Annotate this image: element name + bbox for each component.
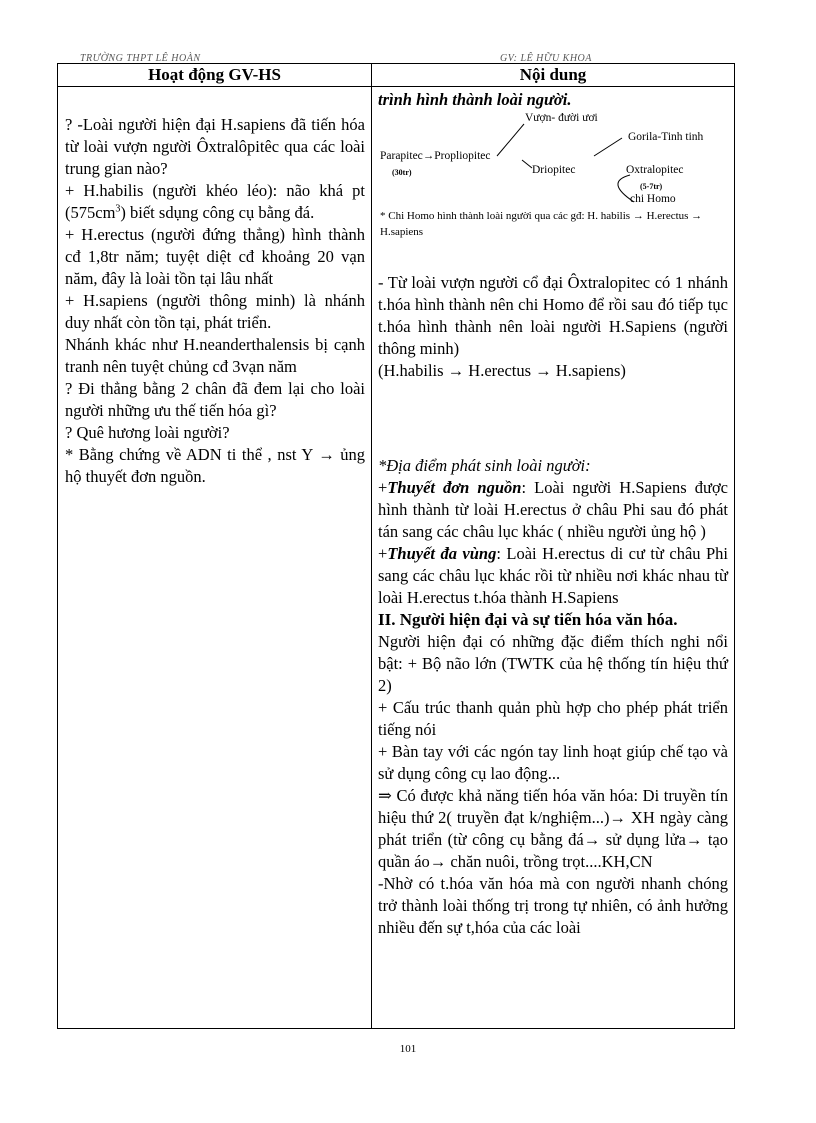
diagram-oxtra: Oxtralopitec (626, 164, 684, 176)
column-header-content: Nội dung (519, 65, 587, 84)
sapiens-text: + H.sapiens (người thông minh) là nhánh duy nhất còn tồn tại, phát triển. (65, 291, 365, 332)
left-column (65, 114, 365, 488)
homo-stages-note: * Chi Homo hình thành loài người qua các gđ: H. habilis → H.erectus → H.sapiens (380, 210, 703, 238)
diagram-para-time: (30tr) (392, 168, 412, 177)
header-divider (57, 86, 735, 87)
arrow-to-oxtra (522, 160, 532, 168)
section-2-heading: II. Người hiện đại và sự tiến hóa văn hóa. (378, 610, 678, 629)
school-header: TRƯỜNG THPT LÊ HOÀN (80, 53, 201, 64)
column-header-activity: Hoạt động GV-HS (148, 65, 281, 84)
arrow-to-vuon (497, 124, 524, 156)
dna-evidence-text: * Bằng chứng về ADN ti thể , nst Y → ủng hộ thuyết đơn nguồn. (65, 445, 365, 486)
features-text: Người hiện đại có những đặc điểm thích nghi nổi bật: + Bộ não lớn (TWTK của hệ thống tín hiệu thứ 2) (378, 632, 728, 695)
diagram-oxtra-time: (5-7tr) (640, 182, 663, 191)
habilis-text: + H.habilis (người khéo léo): não khá pt $(575cm^3)$ biết sdụng công cụ bằng đá. (65, 181, 365, 222)
hand-text: + Bàn tay với các ngón tay linh hoạt giúp chế tạo và sử dụng công cụ lao động... (378, 742, 728, 783)
arrow-to-gorila (594, 138, 622, 156)
diagram-para: Parapitec→Propliopitec (380, 150, 491, 162)
culture-text: ⇒ Có được khả năng tiến hóa văn hóa: Di truyền tín hiệu thứ 2( truyền đạt k/nghiệm...)→ XH ngày càng phát triển (từ công cụ bằng đá→ sử dụng lửa→ tạo quần áo→ chăn nuôi, trồng trọt....KH,CN (378, 786, 728, 871)
origin-text: - Từ loài vượn người cổ đại Ôxtralopitec có 1 nhánh t.hóa hình thành nên chi Homo để rồi sau đó tiếp tục t.hóa hình thành nên loài người H.Sapiens (người thông minh) (378, 273, 728, 358)
right-column-origin (378, 272, 728, 382)
question-3: ? Quê hương loài người? (65, 423, 230, 442)
diagram-homo: chi Homo (630, 193, 676, 205)
chain-text: (H.habilis → H.erectus → H.sapiens) (378, 361, 626, 380)
question-2: ? Đi thẳng bằng 2 chân đã đem lại cho loài người những ưu thế tiến hóa gì? (65, 379, 365, 420)
right-column-main (378, 455, 728, 939)
diagram-gorila: Gorila-Tinh tinh (628, 131, 704, 143)
dominant-text: -Nhờ có t.hóa văn hóa mà con người nhanh chóng trở thành loài thống trị trong tự nhiên, có ảnh hưởng nhiều đến sự t,hóa của các loài (378, 874, 728, 937)
page-number: 101 (399, 1043, 417, 1055)
teacher-header: GV: LÊ HỮU KHOA (500, 53, 592, 64)
diagram-vuon: Vượn- đười ươi (525, 112, 598, 124)
place-heading: *Địa điểm phát sinh loài người: (378, 456, 591, 475)
neanderthal-text: Nhánh khác như H.neanderthalensis bị cạnh tranh nên tuyệt chủng cđ 3vạn năm (65, 335, 365, 376)
diagram-drio: Driopitec (532, 164, 576, 176)
right-top-heading: trình hình thành loài người. (378, 90, 572, 109)
single-origin-text: +Thuyết đơn nguồn: Loài người H.Sapiens được hình thành từ loài H.erectus ở châu Phi sau đó phát tán sang các châu lục khác ( nhiều người ủng hộ ) (378, 478, 728, 541)
question-1: ? -Loài người hiện đại H.sapiens đã tiến hóa từ loài vượn người Ôxtralôpitêc qua các loài trung gian nào? (65, 115, 365, 178)
larynx-text: + Cấu trúc thanh quản phù hợp cho phép phát triển tiếng nói (378, 698, 728, 739)
erectus-text: + H.erectus (người đứng thẳng) hình thành cđ 1,8tr năm; tuyệt diệt cđ khoảng 20 vạn năm, đây là loài tồn tại lâu nhất (65, 225, 365, 288)
multi-region-text: +Thuyết đa vùng: Loài H.erectus di cư từ châu Phi sang các châu lục khác rồi từ nhiều nơi khác nhau từ loài H.erectus t.hóa thành H.Sapiens (378, 544, 728, 607)
